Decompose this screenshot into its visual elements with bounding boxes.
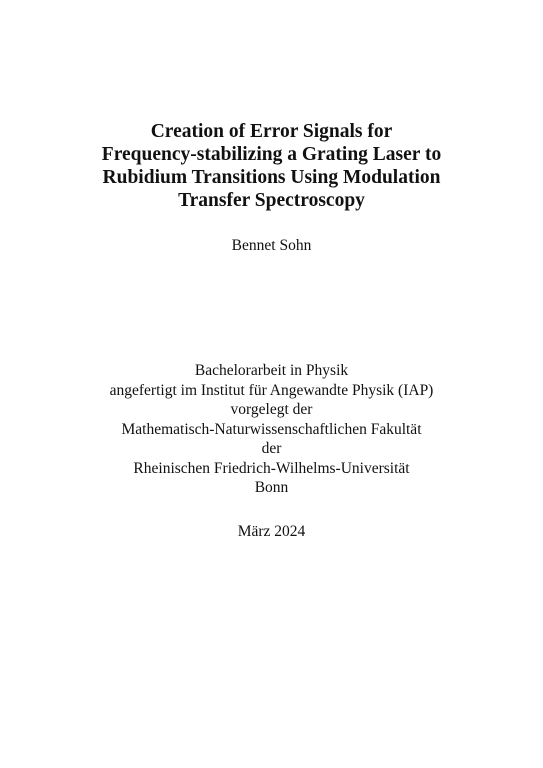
thesis-info — [0, 361, 543, 498]
submitted-to-line: vorgelegt der — [230, 401, 313, 418]
thesis-type: Bachelorarbeit in Physik — [194, 362, 349, 379]
institute-line: angefertigt im Institut für Angewandte Physik (IAP) — [109, 381, 434, 399]
title-line: Frequency-stabilizing a Grating Laser to — [101, 144, 442, 165]
title-line: Creation of Error Signals for — [150, 121, 393, 142]
submission-date: März 2024 — [237, 523, 306, 540]
connector-line: der — [261, 440, 282, 457]
faculty-line: Mathematisch-Naturwissenschaftlichen Fakultät — [121, 420, 422, 438]
thesis-title — [0, 120, 543, 212]
title-line: Rubidium Transitions Using Modulation — [102, 167, 441, 188]
university-line: Rheinischen Friedrich-Wilhelms-Universität — [133, 459, 410, 477]
author-name: Bennet Sohn — [231, 237, 312, 254]
city-line: Bonn — [254, 479, 289, 496]
title-line: Transfer Spectroscopy — [178, 190, 365, 211]
